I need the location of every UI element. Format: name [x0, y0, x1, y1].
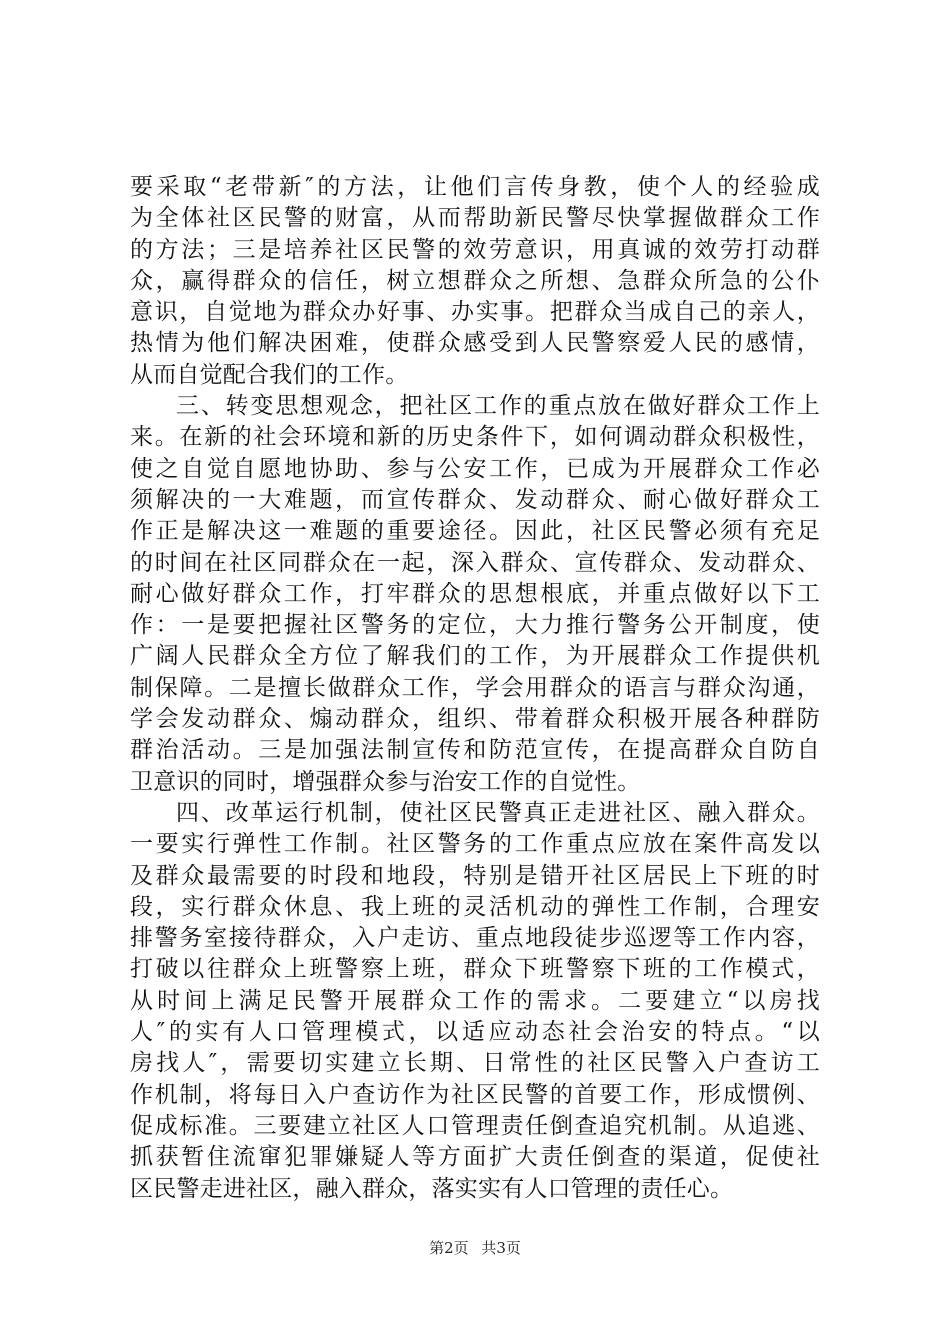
text-line: 作：一是要把握社区警务的定位，大力推行警务公开制度，使: [130, 612, 820, 639]
text-line: 卫意识的同时，增强群众参与治安工作的自觉性。: [130, 768, 641, 795]
page-number: 第2页: [429, 1239, 469, 1257]
page-total: 共3页: [481, 1239, 521, 1257]
text-line: 区民警走进社区，融入群众，落实实有人口管理的责任心。: [130, 1175, 734, 1202]
text-line: 三、转变思想观念，把社区工作的重点放在做好群众工作上: [176, 393, 820, 420]
text-line: 打破以往群众上班警察上班，群众下班警察下班的工作模式，: [130, 956, 820, 983]
text-line: 从时间上满足民警开展群众工作的需求。二要建立“以房找: [130, 987, 820, 1014]
text-line: 及群众最需要的时段和地段，特别是错开社区居民上下班的时: [130, 862, 820, 889]
text-line: 一要实行弹性工作制。社区警务的工作重点应放在案件高发以: [130, 831, 820, 858]
text-line: 热情为他们解决困难，使群众感受到人民警察爱人民的感情，: [130, 330, 820, 357]
page-footer: [0, 1237, 950, 1258]
text-line: 须解决的一大难题，而宣传群众、发动群众、耐心做好群众工: [130, 486, 820, 513]
text-line: 促成标准。三要建立社区人口管理责任倒查追究机制。从追逃、: [130, 1112, 820, 1139]
text-line: 制保障。二是擅长做群众工作，学会用群众的语言与群众沟通，: [130, 674, 820, 701]
text-line: 耐心做好群众工作，打牢群众的思想根底，并重点做好以下工: [130, 580, 820, 607]
text-line: 四、改革运行机制，使社区民警真正走进社区、融入群众。: [176, 799, 820, 826]
text-line: 抓获暂住流窜犯罪嫌疑人等方面扩大责任倒查的渠道，促使社: [130, 1144, 820, 1171]
text-line: 意识，自觉地为群众办好事、办实事。把群众当成自己的亲人，: [130, 299, 820, 326]
text-line: 学会发动群众、煽动群众，组织、带着群众积极开展各种群防: [130, 706, 820, 733]
text-line: 众，赢得群众的信任，树立想群众之所想、急群众所急的公仆: [130, 267, 820, 294]
text-line: 来。在新的社会环境和新的历史条件下，如何调动群众积极性，: [130, 424, 820, 451]
text-line: 人″的实有人口管理模式，以适应动态社会治安的特点。“以: [130, 1019, 820, 1046]
text-line: 的方法；三是培养社区民警的效劳意识，用真诚的效劳打动群: [130, 236, 820, 263]
text-line: 使之自觉自愿地协助、参与公安工作，已成为开展群众工作必: [130, 455, 820, 482]
text-line: 要采取“老带新″的方法，让他们言传身教，使个人的经验成: [130, 174, 820, 200]
text-line: 广阔人民群众全方位了解我们的工作，为开展群众工作提供机: [130, 643, 820, 670]
text-line: 为全体社区民警的财富，从而帮助新民警尽快掌握做群众工作: [130, 205, 820, 232]
text-line: 群治活动。三是加强法制宣传和防范宣传，在提高群众自防自: [130, 737, 820, 764]
text-line: 的时间在社区同群众在一起，深入群众、宣传群众、发动群众、: [130, 549, 820, 576]
text-line: 从而自觉配合我们的工作。: [130, 361, 409, 388]
document-body: [130, 172, 820, 1205]
text-line: 作正是解决这一难题的重要途径。因此，社区民警必须有充足: [130, 518, 820, 545]
text-line: 段，实行群众休息、我上班的灵活机动的弹性工作制，合理安: [130, 893, 820, 920]
text-line: 排警务室接待群众，入户走访、重点地段徒步巡逻等工作内容，: [130, 925, 820, 952]
text-line: 房找人″，需要切实建立长期、日常性的社区民警入户查访工: [130, 1050, 820, 1077]
text-line: 作机制，将每日入户查访作为社区民警的首要工作，形成惯例、: [130, 1081, 820, 1108]
